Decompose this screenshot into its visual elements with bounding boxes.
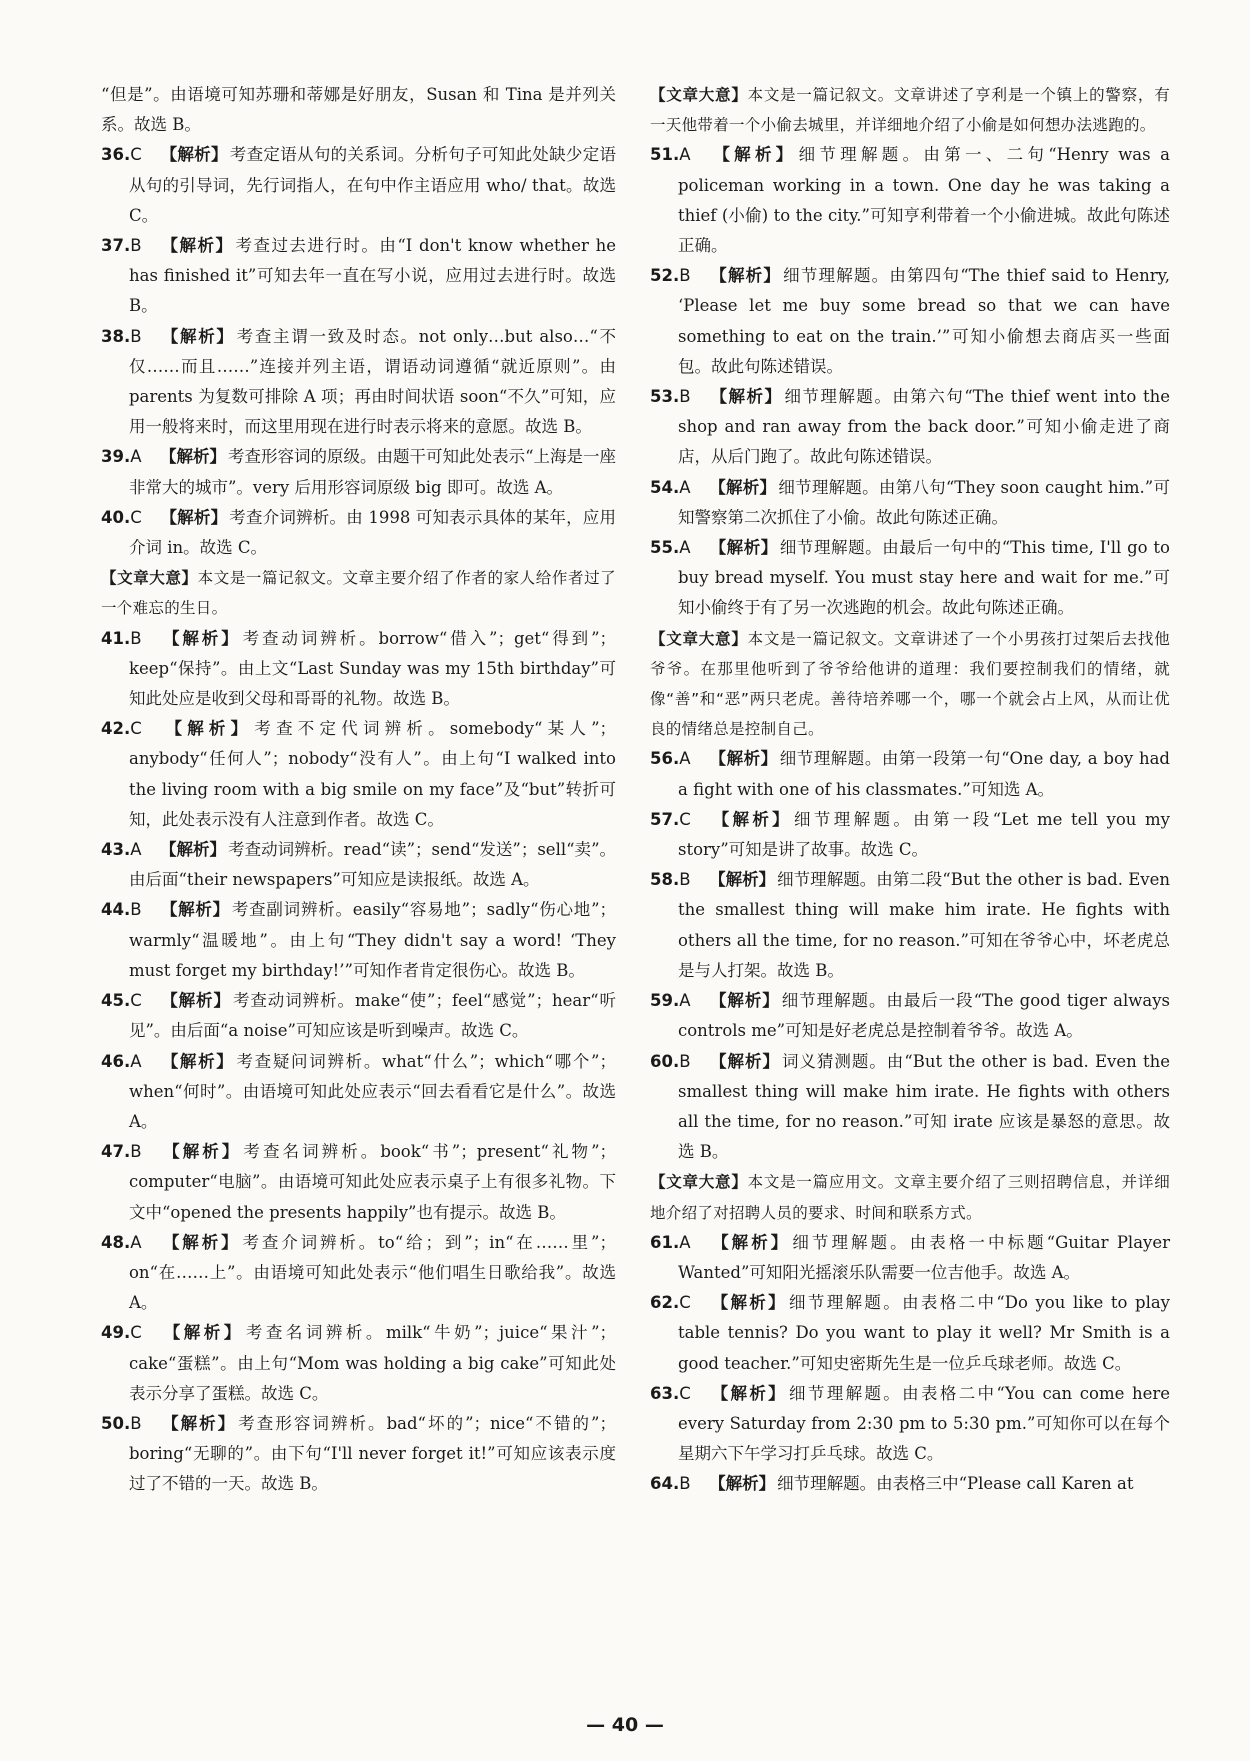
answer-letter: A bbox=[679, 749, 691, 769]
answer-item bbox=[101, 986, 616, 1046]
page-number: — 40 — bbox=[586, 1714, 664, 1736]
question-number: 43. bbox=[101, 840, 131, 860]
answer-item bbox=[101, 714, 616, 835]
answer-letter: A bbox=[679, 538, 691, 558]
right-entries bbox=[650, 80, 1170, 1500]
question-number: 51. bbox=[650, 145, 680, 165]
analysis-text: 细节理解题。由表格二中“Do you like to play table tennis? Do you want to play it well? Mr Smith is a good teacher.”可知史密斯先生是一位乒乓球老师。故选 C。 bbox=[678, 1293, 1171, 1373]
answer-item bbox=[650, 1469, 1170, 1499]
answer-letter: A bbox=[679, 145, 691, 165]
analysis-tag: 【解析】 bbox=[160, 628, 241, 648]
question-number: 56. bbox=[650, 749, 680, 769]
analysis-tag: 【解析】 bbox=[709, 809, 793, 829]
question-number: 40. bbox=[101, 507, 131, 527]
answer-letter: C bbox=[679, 1293, 691, 1313]
answer-item bbox=[101, 895, 616, 986]
analysis-text: 考查动词辨析。borrow“借入”；get“得到”；keep“保持”。由上文“Last Sunday was my 15th birthday”可知此处应是收到父母和哥哥的礼物。故选 B。 bbox=[129, 628, 617, 709]
question-number: 53. bbox=[650, 387, 680, 407]
answer-letter: C bbox=[679, 1383, 691, 1403]
analysis-tag: 【解析】 bbox=[709, 477, 777, 497]
answer-item bbox=[101, 1228, 616, 1319]
question-number: 62. bbox=[650, 1293, 680, 1313]
analysis-tag: 【解析】 bbox=[709, 991, 780, 1011]
analysis-text: 细节理解题。由第四句“The thief said to Henry, ‘Please let me buy some bread so that we can have something to eat on the train.’”可知小偷想去商店买一些面包。故此句陈述错误。 bbox=[678, 266, 1170, 376]
answer-item bbox=[101, 140, 616, 231]
analysis-tag: 【解析】 bbox=[160, 1142, 242, 1162]
article-summary bbox=[650, 624, 1170, 745]
answer-item bbox=[101, 1047, 616, 1138]
summary-text: 本文是一篇记叙文。文章主要介绍了作者的家人给作者过了一个难忘的生日。 bbox=[101, 569, 616, 618]
analysis-text: 细节理解题。由第一、二句“Henry was a policeman working in a town. One day he was taking a thief (小偷) to the city.”可知亨利带着一个小偷进城。故此句陈述正确。 bbox=[678, 145, 1171, 256]
analysis-text: 考查主谓一致及时态。not only…but also…“不仅……而且……”连接并列主语，谓语动词遵循“就近原则”。由 parents 为复数可排除 A 项；再由时间状语 soon“不久”可知，应用一般将来时，而这里用现在进行时表示将来的意愿。故选 B。 bbox=[129, 326, 616, 437]
analysis-text: 考查名词辨析。book“书”；present“礼物”；computer“电脑”。由语境可知此处应表示桌子上有很多礼物。下文中“opened the presents happily”也有提示。故选 B。 bbox=[129, 1142, 616, 1222]
analysis-text: 考查名词辨析。milk“牛奶”；juice“果汁”；cake“蛋糕”。由上句“Mom was holding a big cake”可知此处表示分享了蛋糕。故选 C。 bbox=[129, 1323, 617, 1403]
analysis-tag: 【解析】 bbox=[709, 266, 782, 286]
analysis-text: 考查介词辨析。to“给；到”；in“在……里”；on“在……上”。由语境可知此处表示“他们唱生日歌给我”。故选 A。 bbox=[129, 1232, 616, 1313]
analysis-text: 考查不定代词辨析。somebody“某人”；anybody“任何人”；nobody“没有人”。由上句“I walked into the living room with a big smile on my face”及“but”转折可知，此处表示没有人注意到作者。故选 C。 bbox=[129, 719, 617, 829]
answer-item bbox=[650, 261, 1170, 382]
answer-letter: B bbox=[679, 387, 691, 407]
answer-letter: B bbox=[130, 236, 142, 256]
question-number: 48. bbox=[101, 1232, 131, 1252]
question-number: 60. bbox=[650, 1051, 680, 1071]
analysis-text: 细节理解题。由第一段第一句“One day, a boy had a fight with one of his classmates.”可知选 A。 bbox=[678, 749, 1170, 799]
question-number: 61. bbox=[650, 1232, 680, 1252]
question-number: 59. bbox=[650, 991, 680, 1011]
article-summary bbox=[101, 563, 616, 623]
analysis-text: 细节理解题。由第一段“Let me tell you my story”可知是讲了故事。故选 C。 bbox=[678, 809, 1170, 860]
article-summary bbox=[650, 80, 1170, 140]
analysis-text: 词义猜测题。由“But the other is bad. Even the smallest thing will make him irate. He fights with others all the time, for no reason.”可知 irate 应该是暴怒的意思。故选 B。 bbox=[678, 1051, 1170, 1162]
analysis-text: 细节理解题。由表格二中“You can come here every Saturday from 2:30 pm to 5:30 pm.”可知你可以在每个星期六下午学习打乒乓球。故选 C。 bbox=[678, 1383, 1170, 1464]
answer-letter: C bbox=[130, 507, 142, 527]
answer-item bbox=[650, 986, 1170, 1046]
analysis-text: 细节理解题。由第二段“But the other is bad. Even the smallest thing will make him irate. He fights with others all the time, for no reason.”可知在爷爷心中，坏老虎总是与人打架。故选 B。 bbox=[678, 870, 1170, 980]
answer-item bbox=[101, 231, 616, 322]
answer-letter: B bbox=[130, 326, 142, 346]
summary-text: 本文是一篇应用文。文章主要介绍了三则招聘信息，并详细地介绍了对招聘人员的要求、时间和联系方式。 bbox=[650, 1173, 1170, 1222]
analysis-tag: 【解析】 bbox=[709, 145, 797, 165]
analysis-tag: 【解析】 bbox=[709, 870, 776, 890]
analysis-tag: 【解析】 bbox=[160, 447, 227, 467]
analysis-tag: 【解析】 bbox=[160, 1323, 244, 1343]
question-number: 37. bbox=[101, 236, 131, 256]
question-number: 64. bbox=[650, 1474, 680, 1494]
question-number: 58. bbox=[650, 870, 680, 890]
summary-tag: 【文章大意】 bbox=[101, 569, 198, 588]
answer-letter: A bbox=[679, 1232, 691, 1252]
answer-item bbox=[650, 533, 1170, 624]
summary-tag: 【文章大意】 bbox=[650, 86, 748, 104]
analysis-text: 细节理解题。由最后一句中的“This time, I'll go to buy bread myself. You must stay here and wait for me.”可知小偷终于有了另一次逃跑的机会。故此句陈述正确。 bbox=[678, 538, 1170, 618]
answer-item bbox=[650, 805, 1170, 865]
answer-letter: B bbox=[130, 1142, 142, 1162]
analysis-text: 考查疑问词辨析。what“什么”；which“哪个”；when“何时”。由语境可知此处应表示“回去看看它是什么”。故选 A。 bbox=[129, 1051, 616, 1131]
answer-item bbox=[650, 140, 1170, 261]
answer-item bbox=[101, 624, 616, 715]
summary-tag: 【文章大意】 bbox=[650, 1173, 748, 1192]
analysis-text: 细节理解题。由第六句“The thief went into the shop and ran away from the back door.”可知小偷走进了商店，从后门跑了。故此句陈述错误。 bbox=[678, 387, 1170, 467]
analysis-text: 考查形容词的原级。由题干可知此处表示“上海是一座非常大的城市”。very 后用形容词原级 big 即可。故选 A。 bbox=[129, 447, 617, 497]
analysis-text: 细节理解题。由最后一段“The good tiger always controls me”可知是好老虎总是控制着爷爷。故选 A。 bbox=[678, 991, 1171, 1041]
summary-text: 本文是一篇记叙文。文章讲述了一个小男孩打过架后去找他爷爷。在那里他听到了爷爷给他讲的道理：我们要控制我们的情绪，就像“善”和“恶”两只老虎。善待培养哪一个，哪一个就会占上风，从而让优良的情绪总是控制自己。 bbox=[650, 629, 1170, 739]
analysis-tag: 【解析】 bbox=[709, 1232, 791, 1252]
analysis-text: 考查过去进行时。由“I don't know whether he has finished it”可知去年一直在写小说，应用过去进行时。故选 B。 bbox=[129, 236, 616, 316]
answer-letter: C bbox=[130, 1323, 142, 1343]
analysis-tag: 【解析】 bbox=[160, 900, 230, 920]
answer-letter: B bbox=[679, 266, 691, 286]
analysis-tag: 【解析】 bbox=[160, 1051, 235, 1071]
analysis-tag: 【解析】 bbox=[709, 387, 783, 407]
answer-item bbox=[101, 835, 616, 895]
left-column bbox=[101, 80, 616, 1500]
answer-letter: B bbox=[679, 1474, 691, 1494]
answer-item bbox=[101, 442, 616, 502]
answer-letter: C bbox=[130, 145, 142, 165]
analysis-tag: 【解析】 bbox=[709, 1051, 780, 1071]
question-number: 63. bbox=[650, 1383, 680, 1403]
question-number: 55. bbox=[650, 538, 680, 558]
answer-letter: A bbox=[679, 991, 691, 1011]
left-entries bbox=[101, 140, 616, 1499]
summary-tag: 【文章大意】 bbox=[650, 629, 748, 648]
question-number: 46. bbox=[101, 1051, 131, 1071]
answer-letter: B bbox=[130, 1413, 142, 1433]
summary-text: 本文是一篇记叙文。文章讲述了亨利是一个镇上的警察，有一天他带着一个小偷去城里，并详细地介绍了小偷是如何想办法逃跑的。 bbox=[650, 86, 1170, 135]
analysis-text: 考查副词辨析。easily“容易地”；sadly“伤心地”；warmly“温暖地”。由上句“They didn't say a word! ‘They must forget my birthday!’”可知作者肯定很伤心。故选 B。 bbox=[129, 900, 617, 980]
question-number: 47. bbox=[101, 1142, 131, 1162]
question-number: 45. bbox=[101, 991, 131, 1011]
question-number: 49. bbox=[101, 1323, 131, 1343]
analysis-text: 考查动词辨析。read“读”；send“发送”；sell“卖”。由后面“their newspapers”可知应是读报纸。故选 A。 bbox=[129, 840, 617, 890]
answer-letter: A bbox=[679, 477, 691, 497]
answer-item bbox=[101, 1409, 616, 1500]
question-number: 52. bbox=[650, 266, 680, 286]
analysis-text: 考查介词辨析。由 1998 可知表示具体的某年，应用介词 in。故选 C。 bbox=[129, 507, 617, 558]
answer-item bbox=[101, 1318, 616, 1409]
analysis-text: 考查定语从句的关系词。分析句子可知此处缺少定语从句的引导词，先行词指人，在句中作主语应用 who/ that。故选 C。 bbox=[129, 145, 617, 225]
question-number: 36. bbox=[101, 145, 131, 165]
analysis-text: 考查形容词辨析。bad“坏的”；nice“不错的”；boring“无聊的”。由下句“I'll never forget it!”可知应该表示度过了不错的一天。故选 B。 bbox=[129, 1413, 616, 1494]
question-number: 57. bbox=[650, 809, 680, 829]
answer-letter: B bbox=[130, 900, 142, 920]
question-number: 38. bbox=[101, 326, 131, 346]
answer-item bbox=[650, 1288, 1170, 1379]
question-number: 41. bbox=[101, 628, 131, 648]
answer-item bbox=[650, 382, 1170, 473]
analysis-tag: 【解析】 bbox=[160, 719, 253, 739]
analysis-text: 考查动词辨析。make“使”；feel“感觉”；hear“听见”。由后面“a noise”可知应该是听到噪声。故选 C。 bbox=[129, 991, 617, 1041]
answer-item bbox=[101, 322, 616, 443]
answer-letter: C bbox=[130, 719, 142, 739]
answer-letter: B bbox=[679, 870, 691, 890]
analysis-text: 细节理解题。由第八句“They soon caught him.”可知警察第二次抓住了小偷。故此句陈述正确。 bbox=[678, 477, 1170, 527]
answer-item bbox=[650, 473, 1170, 533]
answer-item bbox=[101, 503, 616, 563]
answer-item bbox=[650, 744, 1170, 804]
answer-item bbox=[650, 865, 1170, 986]
answer-item bbox=[650, 1047, 1170, 1168]
analysis-tag: 【解析】 bbox=[160, 507, 228, 527]
continuation-text: “但是”。由语境可知苏珊和蒂娜是好朋友，Susan 和 Tina 是并列关系。故选 B。 bbox=[101, 85, 616, 135]
question-number: 39. bbox=[101, 447, 131, 467]
analysis-text: 细节理解题。由表格一中标题“Guitar Player Wanted”可知阳光摇滚乐队需要一位吉他手。故选 A。 bbox=[678, 1232, 1171, 1282]
answer-item bbox=[650, 1379, 1170, 1470]
answer-letter: A bbox=[130, 1232, 142, 1252]
question-number: 44. bbox=[101, 900, 131, 920]
answer-letter: A bbox=[130, 840, 142, 860]
analysis-tag: 【解析】 bbox=[709, 749, 778, 769]
analysis-tag: 【解析】 bbox=[160, 1232, 241, 1252]
answer-letter: B bbox=[679, 1051, 691, 1071]
analysis-tag: 【解析】 bbox=[160, 1413, 237, 1433]
analysis-tag: 【解析】 bbox=[709, 1293, 787, 1313]
analysis-tag: 【解析】 bbox=[160, 236, 234, 256]
article-summary bbox=[650, 1167, 1170, 1227]
analysis-tag: 【解析】 bbox=[709, 1474, 776, 1494]
question-number: 50. bbox=[101, 1413, 131, 1433]
answer-letter: B bbox=[130, 628, 142, 648]
analysis-tag: 【解析】 bbox=[709, 538, 778, 558]
answer-item bbox=[101, 1137, 616, 1228]
answer-letter: A bbox=[130, 1051, 142, 1071]
answer-item bbox=[650, 1228, 1170, 1288]
answer-letter: C bbox=[679, 809, 691, 829]
analysis-tag: 【解析】 bbox=[160, 991, 231, 1011]
analysis-tag: 【解析】 bbox=[160, 326, 235, 346]
analysis-tag: 【解析】 bbox=[160, 840, 227, 860]
right-column bbox=[650, 80, 1170, 1500]
answer-letter: A bbox=[130, 447, 142, 467]
answer-letter: C bbox=[130, 991, 142, 1011]
question-number: 54. bbox=[650, 477, 680, 497]
question-number: 42. bbox=[101, 719, 131, 739]
analysis-tag: 【解析】 bbox=[160, 145, 228, 165]
analysis-tag: 【解析】 bbox=[709, 1383, 788, 1403]
analysis-text: 细节理解题。由表格三中“Please call Karen at bbox=[777, 1474, 1134, 1494]
